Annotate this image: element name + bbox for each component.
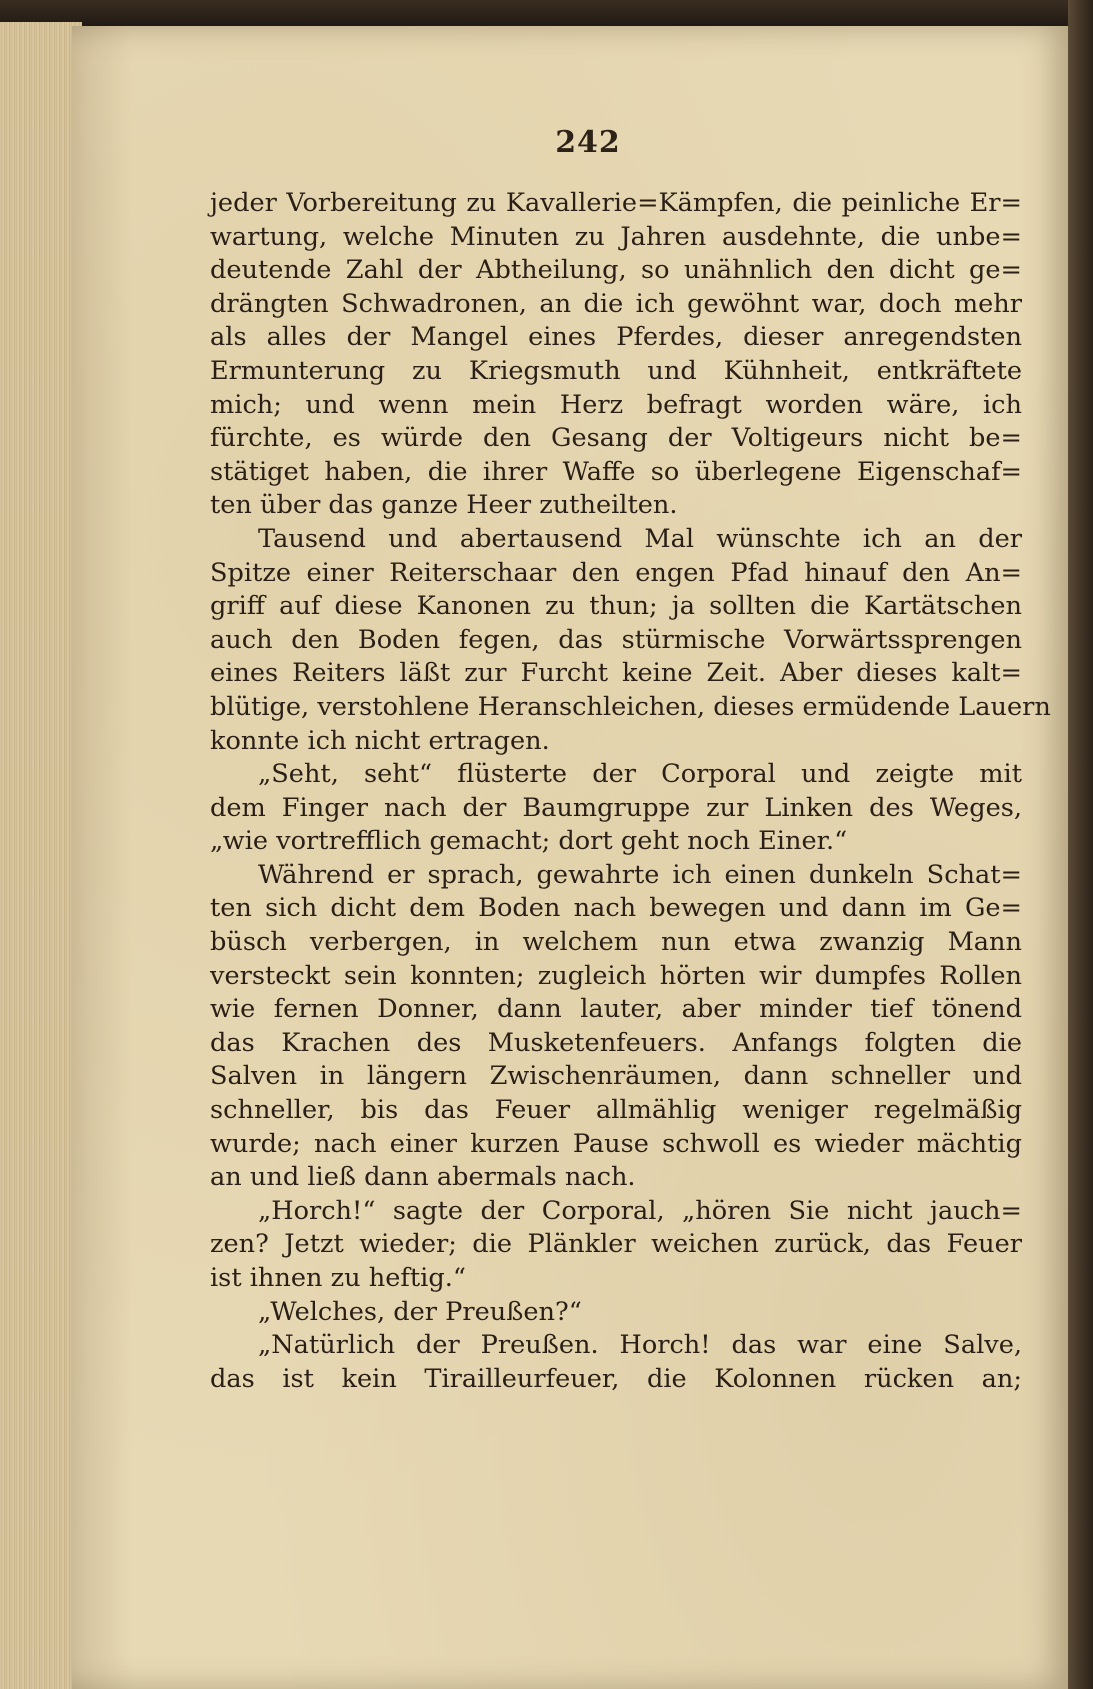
text-line: wartung, welche Minuten zu Jahren ausdehnte, die unbe=	[210, 221, 1022, 252]
text-line: versteckt sein konnten; zugleich hörten wir dumpfes Rollen	[210, 960, 1022, 991]
text-line: ten sich dicht dem Boden nach bewegen und dann im Ge=	[210, 893, 1022, 924]
text-line: eines Reiters läßt zur Furcht keine Zeit. Aber dieses kalt=	[210, 658, 1022, 689]
text-line: „wie vortrefflich gemacht; dort geht noch Einer.“	[210, 826, 848, 857]
text-line: mich; und wenn mein Herz befragt worden wäre, ich	[210, 389, 1022, 420]
text-line: Während er sprach, gewahrte ich einen dunkeln Schat=	[258, 859, 1022, 890]
book-cover-right	[1068, 0, 1093, 1689]
text-line: dem Finger nach der Baumgruppe zur Linken des Weges,	[210, 792, 1022, 823]
body-text	[210, 187, 1051, 1396]
text-line: griff auf diese Kanonen zu thun; ja sollten die Kartätschen	[210, 591, 1022, 622]
text-line: büsch verbergen, in welchem nun etwa zwanzig Mann	[210, 927, 1022, 958]
text-line: stätiget haben, die ihrer Waffe so überlegene Eigenschaf=	[210, 456, 1022, 487]
text-line: ten über das ganze Heer zutheilten.	[210, 490, 678, 521]
text-line: konnte ich nicht ertragen.	[210, 725, 550, 756]
text-line: schneller, bis das Feuer allmählig weniger regelmäßig	[210, 1095, 1022, 1126]
text-line: wurde; nach einer kurzen Pause schwoll es wieder mächtig	[210, 1128, 1022, 1159]
text-line: ist ihnen zu heftig.“	[210, 1263, 466, 1293]
text-line: drängten Schwadronen, an die ich gewöhnt war, doch mehr	[210, 288, 1022, 319]
page-number: 242	[555, 125, 621, 160]
text-line: zen? Jetzt wieder; die Plänkler weichen zurück, das Feuer	[210, 1229, 1022, 1260]
text-line: blütige, verstohlene Heranschleichen, dieses ermüdende Lauern	[210, 691, 1051, 722]
text-line: „Seht, seht“ flüsterte der Corporal und zeigte mit	[258, 759, 1022, 790]
text-line: an und ließ dann abermals nach.	[210, 1162, 636, 1193]
text-line: Salven in längern Zwischenräumen, dann schneller und	[210, 1061, 1022, 1092]
text-line: das ist kein Tirailleurfeuer, die Kolonnen rücken an;	[210, 1363, 1022, 1394]
text-line: Spitze einer Reiterschaar den engen Pfad hinauf den An=	[210, 557, 1022, 588]
text-line: „Natürlich der Preußen. Horch! das war eine Salve,	[258, 1330, 1022, 1361]
text-line: wie fernen Donner, dann lauter, aber minder tief tönend	[210, 994, 1022, 1025]
text-line: als alles der Mangel eines Pferdes, dieser anregendsten	[210, 322, 1022, 353]
text-line: deutende Zahl der Abtheilung, so unähnlich den dicht ge=	[210, 255, 1022, 286]
text-line: „Welches, der Preußen?“	[258, 1296, 582, 1327]
text-line: Tausend und abertausend Mal wünschte ich an der	[258, 523, 1022, 554]
page-stack-edge	[0, 22, 82, 1689]
text-line: jeder Vorbereitung zu Kavallerie=Kämpfen, die peinliche Er=	[210, 188, 1022, 218]
text-line: das Krachen des Musketenfeuers. Anfangs folgten die	[210, 1027, 1022, 1058]
text-line: auch den Boden fegen, das stürmische Vorwärtssprengen	[210, 624, 1022, 655]
text-line: fürchte, es würde den Gesang der Voltigeurs nicht be=	[210, 423, 1022, 454]
text-line: Ermunterung zu Kriegsmuth und Kühnheit, entkräftete	[210, 355, 1022, 386]
text-line: „Horch!“ sagte der Corporal, „hören Sie nicht jauch=	[258, 1195, 1022, 1226]
